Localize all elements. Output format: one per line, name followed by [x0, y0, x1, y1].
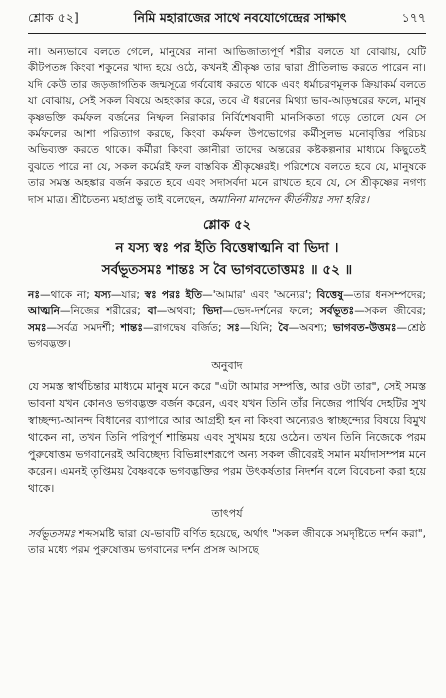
verse-line-1: ন যস্য স্বঃ পর ইতি বিত্তেষ্বাত্মনি বা ভিদা ।	[115, 240, 339, 257]
synonym-word: বৈ	[278, 321, 289, 334]
purport-title: তাৎপর্য	[211, 506, 243, 520]
synonym-meaning: —নিজের শরীরের;	[59, 305, 148, 318]
synonym-word: বিত্তেষু	[316, 289, 344, 302]
purport-continuation	[28, 44, 426, 208]
synonym-word: ভিদা	[202, 305, 223, 318]
synonym-word: ভাগবত-উত্তমঃ	[332, 321, 397, 334]
page-number: ১৭৭	[401, 10, 426, 25]
synonym-meaning: —সর্বত্র সমদর্শী;	[46, 321, 121, 334]
synonym-word: সমঃ	[28, 321, 47, 334]
synonym-meaning: —যিনি;	[239, 321, 279, 334]
synonyms-block	[28, 287, 426, 353]
synonym-meaning: —অবশ্য;	[288, 321, 333, 334]
purport-continuation-text: না। অন্যভাবে বলতে গেলে, মানুষের নানা আভিজাত্যপূর্ণ শরীর বলতে যা বোঝায়, যেটি কীটপতঙ্গ কিংবা শকুনের খাদ্য হয়ে ওঠে, কখনই শ্রীকৃষ্ণ তার দ্বারা প্রীতিলাভ করতে পারেন না। যদি কেউ তার জড়জাগতিক জন্মসূত্রে গর্ববোধ করতে থাকে এবং ধর্মাচরণমূলক ক্রিয়াকর্ম বলতে যা বোঝায়, সেই সকল বিষয়ে অহংকার করে, তবে ঐ ধরনের মিথ্যা ভাব-আড়ম্বরের ফলে, মানুষ কৃষ্ণভক্তি কর্মফল বর্জনের নিষ্ফল নিরাকার নির্বিশেষবাদী মানসিকতা গড়ে তোলে যেন সে কর্মফলের আশা পরিত্যাগ করছে, কিংবা কর্মফল উপভোগের কর্মীসুলভ মনোবৃত্তির পরিচয় অভিব্যক্ত করতে থাকে। কর্মীরা কিংবা জ্ঞানীরা তাদের অন্তরের কষ্টকল্পনার মাধ্যমে কিছুতেই বুঝতে পারে না যে, সকল কর্মেরই ফল বাস্তবিক শ্রীকৃষ্ণেরই। পরিশেষে বলতে হবে যে, মানুষকে তার সমস্ত অহঙ্কার বর্জন করতে হবে এবং সদাসর্বদা মনে রাখতে হবে যে, সে শ্রীকৃষ্ণের নগণ্য দাস মাত্র। শ্রীচৈতন্য মহাপ্রভু তাই বলেছেন,	[28, 46, 426, 206]
running-header	[28, 10, 426, 34]
synonym-word: নঃ	[28, 289, 40, 302]
synonym-word: স্বঃ পরঃ ইতি	[144, 289, 203, 302]
purport-text	[28, 526, 426, 559]
verse-heading: শ্লোক ৫২	[202, 218, 252, 234]
synonym-meaning: —রাগদ্বেষ বর্জিত;	[142, 321, 228, 334]
synonym-word: যস্য	[94, 289, 111, 302]
synonym-meaning: —শ্রেষ্ঠ ভগবদ্ভক্ত।	[28, 321, 426, 351]
translation-text: যে সমস্ত স্বার্থচিন্তার মাধ্যমে মানুষ মনে করে "এটা আমার সম্পত্তি, আর ওটা তার", সেই সমস্ত ভাবনা যখন কোনও ভগবদ্ভক্ত বর্জন করেন, এবং যখন তিনি তাঁর নিজের পার্থিব দেহটির সুখ স্বাচ্ছন্দ্য-আনন্দ বিধানের ব্যাপারে আর আগ্রহী হন না কিংবা অন্যেরও স্বাচ্ছন্দ্যের বিষয়ে বিমুখ থাকেন না, তখন তিনি পরিপূর্ণ শান্তিময় এবং সুখময় হয়ে ওঠেন। তখন তিনি নিজেকে পরম পুরুষোত্তম ভগবানেরই অবিচ্ছেদ্য বিভিন্নাংশরূপে অন্য সকল জীবেরই সমান মর্যাদাসম্পন্ন মনে করেন। এমনই তৃপ্তিময় বৈষ্ণবকে ভগবদ্ভক্তির পরম উৎকর্ষতার নিদর্শন বলে বিবেচনা করা হয়ে থাকে।	[28, 379, 426, 495]
header-chapter-title: নিমি মহারাজের সাথে নবযোগেন্দ্রের সাক্ষাৎ	[133, 10, 347, 25]
synonym-word: বা	[147, 305, 157, 318]
synonym-word: শান্তঃ	[120, 321, 143, 334]
book-page	[28, 10, 426, 559]
purport-italic-term: সর্বভূতসমঃ	[28, 527, 76, 540]
synonym-meaning: —ভেদ-দর্শনের ফলে;	[222, 305, 320, 318]
synonym-meaning: —যার;	[110, 289, 145, 302]
synonym-meaning: —থাকে না;	[39, 289, 95, 302]
synonym-word: সর্বভূতঃ	[319, 305, 355, 318]
synonym-word: আত্মনি	[28, 305, 60, 318]
header-verse-ref: শ্লোক ৫২]	[28, 10, 79, 25]
synonym-meaning: —অথবা;	[156, 305, 203, 318]
synonym-word: সঃ	[227, 321, 240, 334]
synonym-meaning: —তার ধনসম্পদের;	[343, 289, 426, 302]
synonym-meaning: —'আমার' এবং 'অন্যের';	[202, 289, 317, 302]
synonym-meaning: —সকল জীবের;	[354, 305, 426, 318]
chaitanya-quote: অমানিনা মানদেন কীর্তনীয়ঃ সদা হরিঃ।	[208, 193, 370, 206]
verse-line-2: সর্বভূতসমঃ শান্তঃ স বৈ ভাগবতোত্তমঃ ॥ ৫২ ॥	[101, 262, 353, 279]
purport-body: শব্দসমষ্টি দ্বারা যে-ভাবটি বর্ণিত হয়েছে, অর্থাৎ "সকল জীবকে সমদৃষ্টিতে দর্শন করা", তার মধ্যে পরম পুরুষোত্তম ভগবানের দর্শন প্রসঙ্গ আসছে	[28, 527, 426, 557]
translation-title: অনুবাদ	[211, 358, 243, 372]
